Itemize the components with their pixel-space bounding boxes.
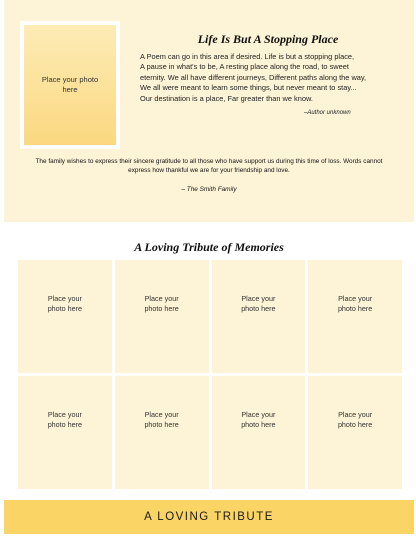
photo-cell-label: Place your photo here [337,410,373,429]
photo-cell[interactable] [115,376,209,489]
photo-cell[interactable] [308,376,402,489]
photo-cell[interactable] [212,260,306,373]
photo-cell[interactable] [308,260,402,373]
photo-grid [18,260,402,489]
main-photo-placeholder [24,25,116,145]
photo-cell-label: Place your photo here [144,294,179,313]
tribute-heading: A Loving Tribute of Memories [134,240,284,254]
memorial-page [4,0,414,534]
poem-line: We all were meant to learn some things, but never meant to stay... [140,83,357,93]
poem-author: –Author unknown [304,110,351,116]
poem-line: A pause in what's to be, A resting place along the road, to sweet [140,62,349,72]
photo-cell[interactable] [18,376,112,489]
poem-title: Life Is But A Stopping Place [197,32,339,46]
photo-cell-label: Place your photo here [337,294,373,313]
footer-title: A LOVING TRIBUTE [144,511,274,523]
gratitude-message: The family wishes to express their sincere gratitude to all those who have support us during this time of loss. Words cannot express how thankful we are for your friendship and love. [35,158,383,175]
poem-body [140,52,402,104]
poem-line: Our destination is a place, Far greater than we know. [140,93,313,103]
photo-cell[interactable] [115,260,209,373]
poem-line: eternity. We all have different journeys, Different paths along the way, [140,72,367,82]
photo-cell[interactable] [18,260,112,373]
poem-line: A Poem can go in this area if desired. Life is but a stopping place, [140,52,355,61]
photo-cell-label: Place your photo here [241,294,276,313]
family-signature: – The Smith Family [181,186,237,193]
main-photo-frame[interactable] [20,21,120,149]
footer-band [4,500,414,534]
poem-section [4,0,414,222]
photo-cell-label: Place your photo here [47,294,83,313]
photo-cell-label: Place your photo here [47,410,83,429]
photo-cell-label: Place your photo here [241,410,276,429]
photo-cell-label: Place your photo here [144,410,179,429]
main-photo-label: Place your photo here [41,75,99,94]
photo-cell[interactable] [212,376,306,489]
